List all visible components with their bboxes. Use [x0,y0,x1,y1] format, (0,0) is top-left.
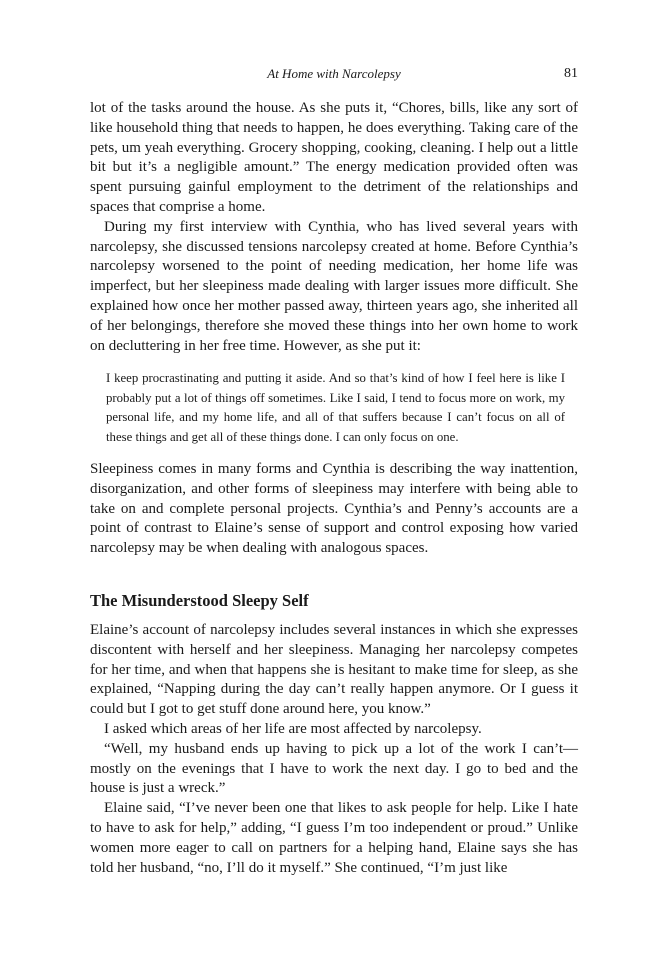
block-quote: I keep procrastinating and putting it aside. And so that’s kind of how I feel here is like I probably put a lot of things off sometimes. Like I said, I tend to focus more on work, my personal life, and my home life, and all of that suffers because I can’t focus on all of these things and get all of these things done. I can only focus on one. [106,371,565,444]
paragraph: lot of the tasks around the house. As she puts it, “Chores, bills, like any sort of like household thing that needs to happen, he does everything. Taking care of the pets, um yeah everything. Grocery shopping, cooking, cleaning. I help out a little bit but it’s a negligible amount.” The energy medication provided often was spent pursuing gainful employment to the detriment of the relationships and spaces that comprise a home. [90,100,578,215]
paragraph: “Well, my husband ends up having to pick up a lot of the work I can’t— mostly on the evenings that I have to work the next day. I go to bed and the house is just a wreck.” [90,740,578,797]
paragraph: During my first interview with Cynthia, who has lived several years with narcolepsy, she discussed tensions narcolepsy created at home. Before Cynthia’s narcolepsy worsened to the point of needing medication, her home life was imperfect, but her sleepiness made dealing with larger issues more difficult. She explained how once her mother passed away, thirteen years ago, she inherited all of her belongings, therefore she moved these things into her own home to work on decluttering in her free time. However, as she put it: [90,218,578,354]
running-header [90,66,578,86]
page-number: 81 [564,66,578,81]
page-body [90,99,578,878]
paragraph: Elaine’s account of narcolepsy includes several instances in which she expresses discontent with herself and her sleepiness. Managing her narcolepsy competes for her time, and when that happens she is hesitant to make time for sleep, as she explained, “Napping during the day can’t really happen anymore. Or I guess it could but I got to get stuff done around here, you know.” [90,621,578,718]
paragraph: Sleepiness comes in many forms and Cynthia is describing the way inattention, disorganization, and other forms of sleepiness may interfere with being able to take on and complete personal projects. Cynthia’s and Penny’s accounts are a point of contrast to Elaine’s sense of support and control exposing how varied narcolepsy may be when dealing with analogous spaces. [90,460,578,557]
paragraph: Elaine said, “I’ve never been one that likes to ask people for help. Like I hate to have to ask for help,” adding, “I guess I’m too independent or proud.” Unlike women more eager to call on partners for a helping hand, Elaine says she has told her husband, “no, I’ll do it myself.” She continued, “I’m just like [90,800,578,876]
section-heading: The Misunderstood Sleepy Self [90,590,309,610]
paragraph: I asked which areas of her life are most affected by narcolepsy. [104,720,482,737]
running-title: At Home with Narcolepsy [267,66,401,81]
